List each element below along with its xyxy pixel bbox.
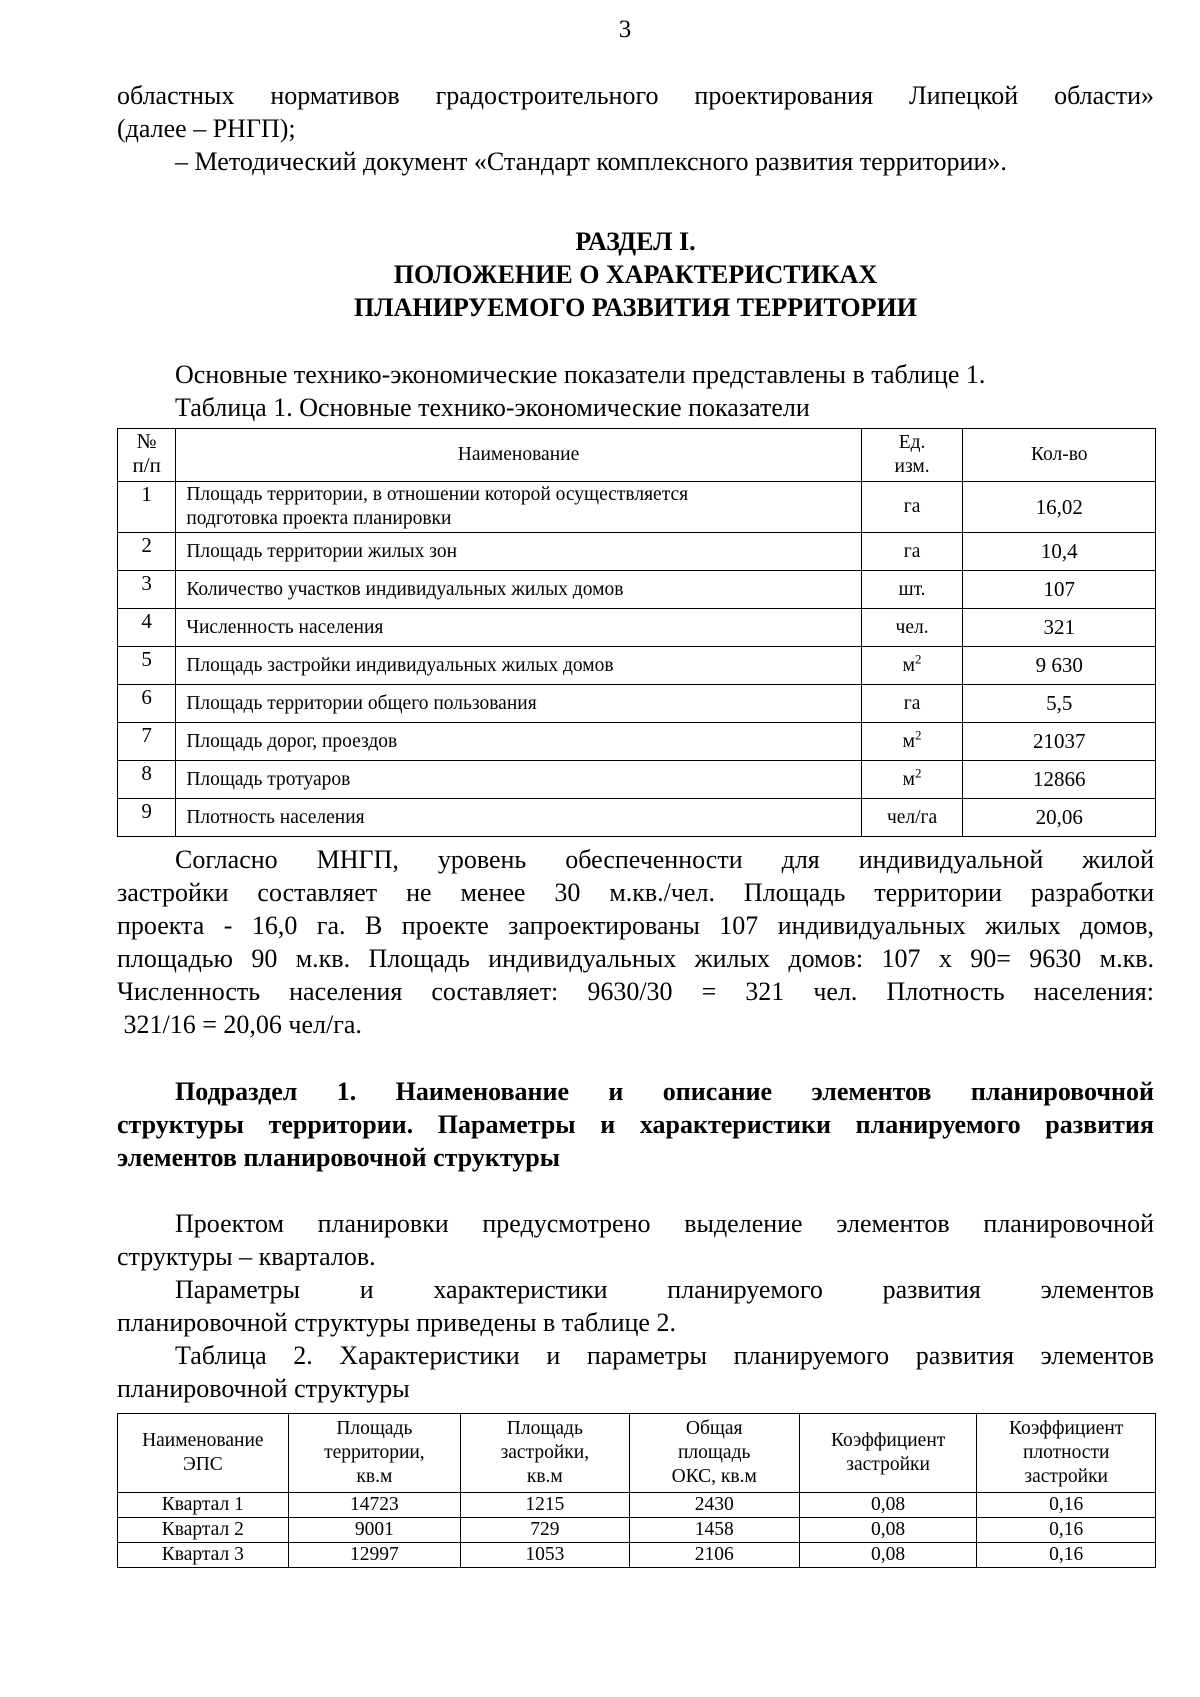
header-line: застройки	[1024, 1466, 1108, 1487]
row-name: Площадь территории общего пользования	[176, 685, 861, 723]
row-unit	[861, 723, 963, 761]
row-num: 8	[118, 761, 176, 799]
row-name	[176, 482, 861, 533]
row-name-line1: Площадь территории, в отношении которой осуществляется	[186, 484, 689, 505]
subsection-line-2: структуры территории. Параметры и характеристики планируемого развития	[117, 1110, 1154, 1139]
cell-built: 1053	[461, 1543, 629, 1568]
density-line-1: Согласно МНГП, уровень обеспеченности для индивидуальной жилой	[175, 845, 1154, 874]
row-name: Площадь дорог, проездов	[176, 723, 861, 761]
row-qty: 5,5	[963, 685, 1156, 723]
header-line: ЭПС	[182, 1454, 223, 1475]
row-num: 6	[118, 685, 176, 723]
header-line: плотности	[1022, 1442, 1110, 1463]
header-density-coefficient	[977, 1414, 1156, 1493]
row-num: 3	[118, 571, 176, 609]
header-line: Коэффициент	[830, 1430, 946, 1451]
row-num: 9	[118, 799, 176, 837]
table-row	[118, 1543, 1156, 1568]
para2-line-3: Параметры и характеристики планируемого развития элементов	[175, 1275, 1154, 1304]
unit-text: м	[902, 730, 915, 752]
row-name: Количество участков индивидуальных жилых домов	[176, 571, 861, 609]
header-num-line2: п/п	[132, 453, 161, 477]
table-row	[118, 1493, 1156, 1518]
row-qty: 16,02	[963, 482, 1156, 533]
section-subtitle-2: ПЛАНИРУЕМОГО РАЗВИТИЯ ТЕРРИТОРИИ	[354, 293, 917, 322]
row-name: Площадь застройки индивидуальных жилых домов	[176, 647, 861, 685]
cell-build-coef: 0,08	[799, 1543, 977, 1568]
header-line: Коэффициент	[1009, 1418, 1124, 1439]
table-row	[118, 533, 1156, 571]
row-num: 1	[118, 482, 176, 533]
header-unit	[861, 429, 963, 482]
table-row	[118, 1518, 1156, 1543]
cell-total: 2106	[629, 1543, 799, 1568]
intro-line-1: областных нормативов градостроительного проектирования Липецкой области»	[117, 81, 1154, 110]
subsection-line-1: Подраздел 1. Наименование и описание элементов планировочной	[175, 1077, 1154, 1106]
cell-area: 14723	[288, 1493, 460, 1518]
header-line: кв.м	[526, 1466, 563, 1487]
header-line: застройки,	[500, 1442, 590, 1463]
row-unit: га	[861, 685, 963, 723]
table2-caption-line-2: планировочной структуры	[117, 1374, 410, 1403]
unit-superscript: 2	[915, 765, 922, 780]
para2-line-1: Проектом планировки предусмотрено выделение элементов планировочной	[175, 1209, 1154, 1238]
density-line-3: проекта - 16,0 га. В проекте запроектированы 107 индивидуальных жилых домов,	[117, 911, 1154, 940]
table1-caption: Таблица 1. Основные технико-экономические показатели	[175, 393, 810, 422]
header-line: Наименование	[142, 1430, 264, 1451]
header-line: территории,	[324, 1442, 425, 1463]
density-line-6: 321/16 = 20,06 чел/га.	[117, 1010, 362, 1039]
cell-total: 1458	[629, 1518, 799, 1543]
cell-built: 1215	[461, 1493, 629, 1518]
row-unit	[861, 647, 963, 685]
section-title: РАЗДЕЛ I.	[575, 227, 696, 256]
table-row	[118, 647, 1156, 685]
row-num: 2	[118, 533, 176, 571]
table2-caption-line-1: Таблица 2. Характеристики и параметры планируемого развития элементов	[175, 1341, 1154, 1370]
row-qty: 107	[963, 571, 1156, 609]
eps-parameters-table	[117, 1413, 1156, 1568]
row-qty: 12866	[963, 761, 1156, 799]
row-unit: чел/га	[861, 799, 963, 837]
header-line: Общая	[685, 1418, 743, 1439]
cell-build-coef: 0,08	[799, 1493, 977, 1518]
cell-name: Квартал 3	[118, 1543, 289, 1568]
para2-line-2: структуры – кварталов.	[117, 1242, 376, 1271]
table-row	[118, 609, 1156, 647]
row-qty: 21037	[963, 723, 1156, 761]
header-line: площадь	[677, 1442, 751, 1463]
cell-area: 9001	[288, 1518, 460, 1543]
density-line-4: площадью 90 м.кв. Площадь индивидуальных жилых домов: 107 х 90= 9630 м.кв.	[117, 944, 1154, 973]
row-num: 5	[118, 647, 176, 685]
para2-line-4: планировочной структуры приведены в таблице 2.	[117, 1308, 676, 1337]
page-number: 3	[618, 16, 632, 43]
cell-density-coef: 0,16	[977, 1518, 1156, 1543]
header-total-oks-area	[629, 1414, 799, 1493]
table-header-row	[118, 429, 1156, 482]
table-row	[118, 482, 1156, 533]
unit-superscript: 2	[915, 651, 922, 666]
cell-built: 729	[461, 1518, 629, 1543]
table-row	[118, 799, 1156, 837]
row-name: Плотность населения	[176, 799, 861, 837]
row-num: 7	[118, 723, 176, 761]
header-build-coefficient	[799, 1414, 977, 1493]
row-unit	[861, 761, 963, 799]
subsection-line-3: элементов планировочной структуры	[117, 1143, 561, 1172]
header-qty: Кол-во	[963, 429, 1156, 482]
row-name: Площадь тротуаров	[176, 761, 861, 799]
cell-build-coef: 0,08	[799, 1518, 977, 1543]
header-name: Наименование	[176, 429, 861, 482]
row-qty: 10,4	[963, 533, 1156, 571]
row-qty: 20,06	[963, 799, 1156, 837]
header-line: кв.м	[356, 1466, 393, 1487]
intro-line-3: – Методический документ «Стандарт комплексного развития территории».	[175, 147, 1007, 176]
header-territory-area	[288, 1414, 460, 1493]
unit-text: м	[902, 768, 915, 790]
header-num	[118, 429, 176, 482]
cell-name: Квартал 2	[118, 1518, 289, 1543]
cell-name: Квартал 1	[118, 1493, 289, 1518]
header-built-area	[461, 1414, 629, 1493]
density-line-5: Численность населения составляет: 9630/30 = 321 чел. Плотность населения:	[117, 977, 1154, 1006]
header-line: Площадь	[336, 1418, 413, 1439]
table-row	[118, 685, 1156, 723]
row-unit: шт.	[861, 571, 963, 609]
row-name: Площадь территории жилых зон	[176, 533, 861, 571]
header-line: застройки	[846, 1454, 930, 1475]
table-row	[118, 761, 1156, 799]
header-unit-line2: изм.	[894, 456, 930, 477]
table1-intro: Основные технико-экономические показатели представлены в таблице 1.	[175, 360, 986, 389]
indicators-table	[117, 428, 1156, 837]
table-header-row	[118, 1414, 1156, 1493]
row-qty: 9 630	[963, 647, 1156, 685]
table-row	[118, 571, 1156, 609]
header-line: ОКС, кв.м	[671, 1466, 757, 1487]
row-unit: чел.	[861, 609, 963, 647]
section-subtitle-1: ПОЛОЖЕНИЕ О ХАРАКТЕРИСТИКАХ	[393, 260, 878, 289]
cell-area: 12997	[288, 1543, 460, 1568]
row-unit: га	[861, 533, 963, 571]
row-num: 4	[118, 609, 176, 647]
header-num-line1: №	[136, 429, 157, 453]
row-name-line2: подготовка проекта планировки	[186, 508, 452, 529]
unit-superscript: 2	[915, 727, 922, 742]
row-qty: 321	[963, 609, 1156, 647]
unit-text: м	[902, 654, 915, 676]
density-line-2: застройки составляет не менее 30 м.кв./чел. Площадь территории разработки	[117, 878, 1154, 907]
header-unit-line1: Ед.	[898, 432, 926, 453]
cell-density-coef: 0,16	[977, 1493, 1156, 1518]
cell-total: 2430	[629, 1493, 799, 1518]
cell-density-coef: 0,16	[977, 1543, 1156, 1568]
intro-line-2: (далее – РНГП);	[117, 114, 296, 143]
table-row	[118, 723, 1156, 761]
row-unit: га	[861, 482, 963, 533]
row-name: Численность населения	[176, 609, 861, 647]
header-eps-name	[118, 1414, 289, 1493]
header-line: Площадь	[506, 1418, 583, 1439]
